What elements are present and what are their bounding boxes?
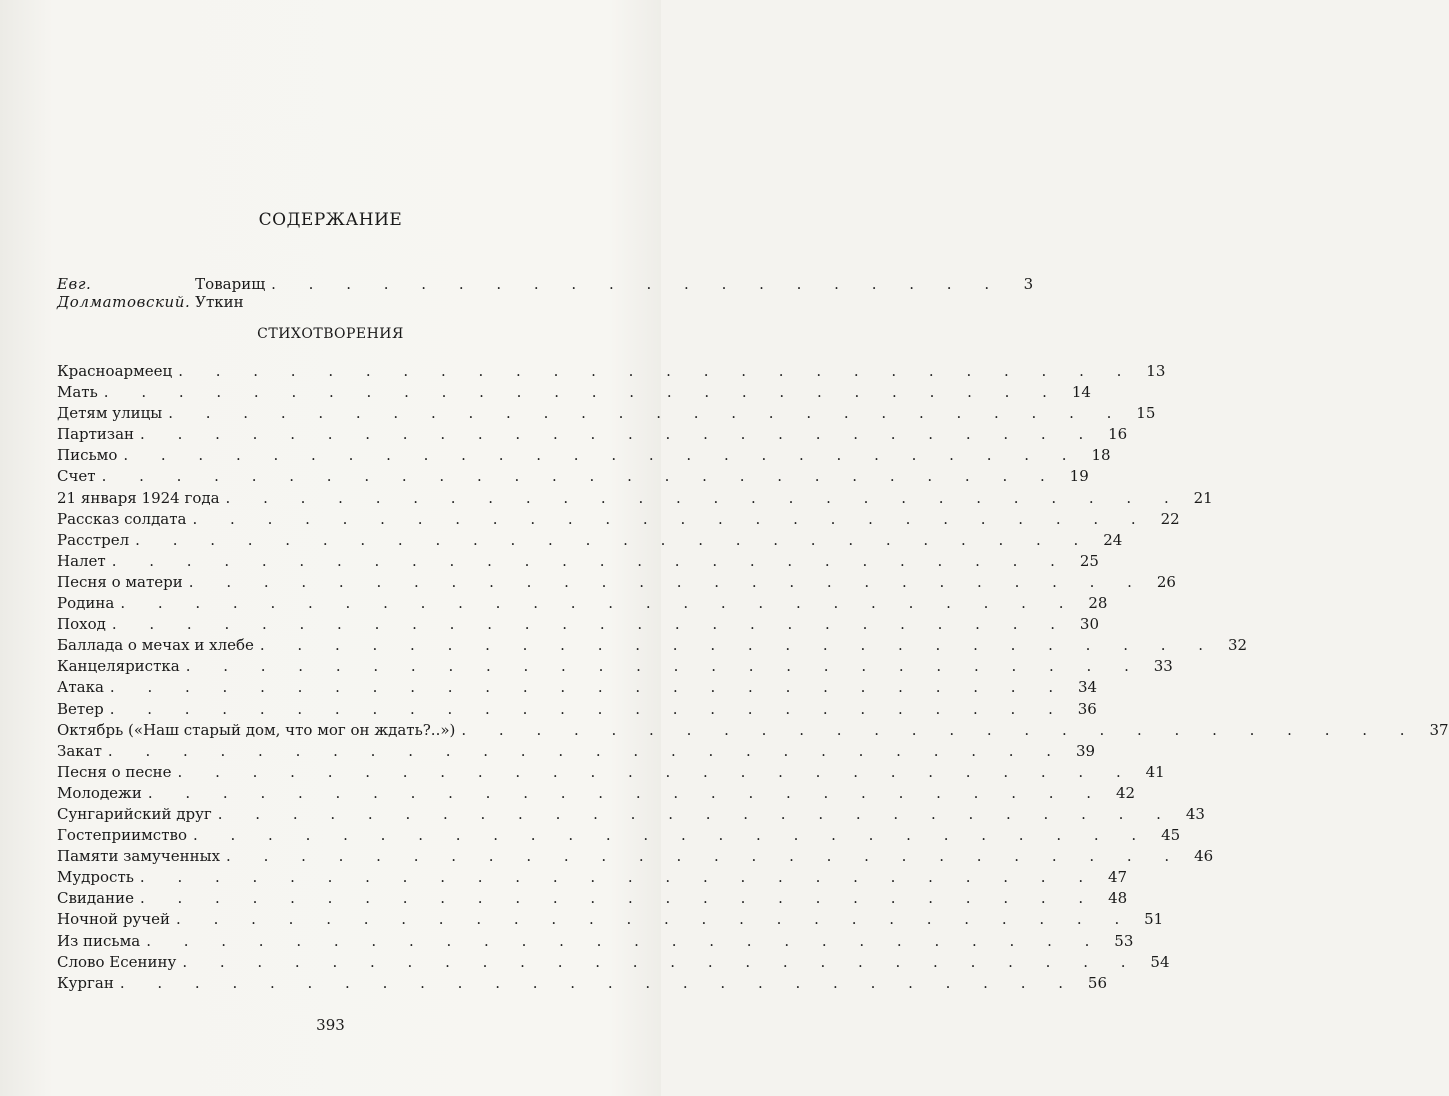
dot-leader: . . . . . . . . . . . . . . . . . . . . . . . . . .: [176, 910, 1134, 929]
toc-entry-title: Молодежи: [57, 783, 142, 802]
dot-leader: . . . . . . . . . . . . . . . . . . . . . . . . . .: [119, 973, 1078, 992]
toc-entry-title: Ветер: [57, 699, 104, 718]
dot-leader: . . . . . . . . . . . . . . . . . . . . . . . . . .: [135, 530, 1093, 549]
toc-entry-page: 19: [1069, 467, 1089, 486]
page-title: СОДЕРЖАНИЕ: [258, 210, 403, 230]
dot-leader: . . . . . . . . . . . . . . . . . . . . . . . . . .: [107, 741, 1066, 760]
toc-entry-title: Памяти замученных: [57, 847, 221, 866]
dot-leader: . . . . . . . . . . . . . . . . . . . . . . . . . .: [259, 636, 1218, 655]
toc-entry: [57, 403, 1156, 424]
toc-entry-title: Гостеприимство: [57, 826, 187, 845]
toc-entry-page: 24: [1103, 530, 1123, 549]
dot-leader: . . . . . . . . . . . . . . . . . . . . . . . . . .: [192, 826, 1151, 845]
toc-entry-title: Слово Есенину: [57, 952, 177, 971]
toc-entry: [57, 466, 1089, 487]
toc-entry-page: 34: [1078, 678, 1098, 697]
toc-entry-page: 46: [1194, 847, 1214, 866]
toc-entry-page: 39: [1075, 741, 1096, 760]
dot-leader: . . . . . . . . . . . . . . . . . . . . . . . . . .: [101, 467, 1059, 486]
toc-entry: [57, 846, 1214, 867]
dot-leader: . . . . . . . . . . . . . . . . . . . . . . . . . .: [123, 446, 1081, 465]
toc-entry: [57, 382, 1091, 403]
toc-entry-page: 47: [1108, 868, 1128, 887]
toc-entry-title: Письмо: [57, 446, 118, 465]
toc-entry-page: 53: [1114, 931, 1134, 950]
toc-entry-page: 56: [1087, 973, 1108, 992]
toc-entry-title: Поход: [57, 615, 106, 634]
toc-entry: [57, 656, 1173, 677]
toc-entry: [57, 551, 1099, 572]
dot-leader: . . . . . . . . . . . . . . . . . . . . . . . . . .: [120, 594, 1078, 613]
toc-entry-page: 37: [1429, 720, 1449, 739]
toc-entry: [57, 720, 1449, 741]
toc-entry-page: 32: [1227, 636, 1248, 655]
toc-entry: [57, 635, 1248, 656]
toc-entry: [57, 867, 1128, 888]
toc-entry: [57, 677, 1098, 698]
toc-entry-page: 13: [1146, 362, 1166, 380]
toc-entry-page: 15: [1136, 404, 1156, 423]
toc-entry: [57, 825, 1181, 846]
dot-leader: . . . . . . . . . . . . . . . . . . . . . . . . . .: [217, 804, 1175, 823]
toc-entry-title: Красноармеец: [57, 362, 173, 380]
dot-leader: . . . . . . . . . . . . . . . . . . . . . . . . . .: [146, 931, 1104, 950]
toc-entry-title: Родина: [57, 594, 115, 613]
dot-leader: . . . . . . . . . . . . . . . . . . . . . . . . . .: [225, 488, 1183, 507]
toc-entry-title: Сунгарийский друг: [57, 804, 212, 823]
dot-leader: . . . . . . . . . . . . . . . . . . . . . . . . . .: [177, 762, 1135, 781]
toc-entry-title: Ночной ручей: [57, 910, 171, 929]
toc-entry-page: 22: [1160, 509, 1180, 528]
toc-entry-title: Свидание: [57, 889, 134, 908]
toc-entry-title: Мать: [57, 383, 98, 402]
page-number: 393: [316, 1016, 345, 1034]
toc-entry: [57, 783, 1136, 804]
dot-leader: . . . . . . . . . . . . . . . . . . . . . . . . . .: [147, 783, 1106, 802]
dot-leader: . . . . . . . . . . . . . . . . . . . . . . . . . .: [139, 889, 1098, 908]
toc-entry: [57, 952, 1170, 973]
toc-entry-title: Канцеляристка: [57, 657, 180, 676]
toc-entry: [57, 614, 1100, 635]
dot-leader: . . . . . . . . . . . . . . . . . . . . . . . . . .: [185, 657, 1143, 676]
dot-leader: . . . . . . . . . . . . . . . . . . . . . . . . . .: [226, 847, 1184, 866]
toc-entry-title: Мудрость: [57, 868, 134, 887]
intro-page-number: 3: [1023, 275, 1034, 293]
toc-entry: [57, 741, 1096, 762]
dot-leader: . . . . . . . . . . . . . . . . . . . . . . . . . .: [168, 404, 1126, 423]
toc-list: [57, 361, 1449, 994]
toc-entry-page: 51: [1144, 910, 1164, 929]
toc-entry-title: Песня о матери: [57, 572, 183, 591]
dot-leader: . . . . . . . . . . . . . . . . . . . . . . . . . .: [140, 425, 1098, 444]
toc-entry: [57, 572, 1176, 593]
toc-entry-title: Баллада о мечах и хлебе: [57, 636, 254, 655]
dot-leader: . . . . . . . . . . . . . . . . . . . .: [271, 275, 1004, 293]
toc-entry-page: 36: [1077, 699, 1097, 718]
toc-entry: [57, 699, 1097, 720]
toc-entry-title: Рассказ солдата: [57, 509, 187, 528]
dot-leader: . . . . . . . . . . . . . . . . . . . . . . . . . .: [103, 383, 1061, 402]
toc-entry-title: Детям улицы: [57, 404, 163, 423]
toc-entry-page: 25: [1079, 551, 1099, 570]
toc-entry-page: 28: [1088, 594, 1108, 613]
toc-entry-title: Партизан: [57, 425, 135, 444]
dot-leader: . . . . . . . . . . . . . . . . . . . . . . . . . .: [182, 952, 1140, 971]
toc-entry-page: 48: [1108, 889, 1128, 908]
intro-entry: [57, 275, 1034, 311]
toc-entry-title: Закат: [57, 741, 102, 760]
dot-leader: . . . . . . . . . . . . . . . . . . . . . . . . . .: [139, 868, 1098, 887]
dot-leader: . . . . . . . . . . . . . . . . . . . . . . . . . .: [192, 509, 1150, 528]
toc-entry-title: Курган: [57, 973, 114, 992]
toc-entry-page: 30: [1079, 615, 1100, 634]
toc-entry-title: Налет: [57, 551, 106, 570]
toc-entry-page: 42: [1115, 783, 1136, 802]
toc-entry: [57, 973, 1108, 994]
toc-entry-title: Расстрел: [57, 530, 130, 549]
toc-entry-title: 21 января 1924 года: [57, 488, 220, 507]
toc-entry-page: 41: [1145, 762, 1165, 781]
toc-entry-page: 18: [1091, 446, 1111, 465]
toc-entry: [57, 488, 1213, 509]
toc-entry-title: Песня о песне: [57, 762, 172, 781]
toc-entry-page: 54: [1150, 952, 1170, 971]
toc-entry: [57, 530, 1123, 551]
dot-leader: . . . . . . . . . . . . . . . . . . . . . . . . . .: [111, 551, 1069, 570]
toc-entry: [57, 361, 1166, 382]
dot-leader: . . . . . . . . . . . . . . . . . . . . . . . . . .: [109, 699, 1067, 718]
section-heading: СТИХОТВОРЕНИЯ: [257, 326, 404, 342]
toc-entry-page: 33: [1153, 657, 1173, 676]
toc-entry-page: 14: [1071, 383, 1091, 402]
toc-entry-title: Счет: [57, 467, 96, 486]
dot-leader: . . . . . . . . . . . . . . . . . . . . . . . . . .: [109, 678, 1068, 697]
toc-entry-page: 43: [1185, 804, 1205, 823]
toc-entry: [57, 931, 1134, 952]
toc-entry-title: Из письма: [57, 931, 141, 950]
toc-entry: [57, 593, 1108, 614]
toc-entry-page: 45: [1161, 826, 1181, 845]
dot-leader: . . . . . . . . . . . . . . . . . . . . . . . . . .: [461, 720, 1419, 739]
dot-leader: . . . . . . . . . . . . . . . . . . . . . . . . . .: [188, 572, 1146, 591]
dot-leader: . . . . . . . . . . . . . . . . . . . . . . . . . .: [178, 362, 1136, 380]
toc-entry-title: Атака: [57, 678, 104, 697]
toc-entry: [57, 804, 1205, 825]
toc-entry-page: 21: [1193, 488, 1213, 507]
toc-entry: [57, 445, 1111, 466]
intro-author: Евг. Долматовский.: [57, 275, 191, 311]
intro-title: Товарищ Уткин: [195, 275, 266, 311]
toc-entry: [57, 909, 1164, 930]
toc-entry-page: 16: [1108, 425, 1128, 444]
toc-entry: [57, 888, 1128, 909]
toc-entry-page: 26: [1156, 572, 1176, 591]
toc-entry-title: Октябрь («Наш старый дом, что мог он ждать?..»): [57, 720, 456, 739]
toc-entry: [57, 424, 1128, 445]
dot-leader: . . . . . . . . . . . . . . . . . . . . . . . . . .: [111, 615, 1070, 634]
toc-entry: [57, 509, 1180, 530]
toc-entry: [57, 762, 1165, 783]
